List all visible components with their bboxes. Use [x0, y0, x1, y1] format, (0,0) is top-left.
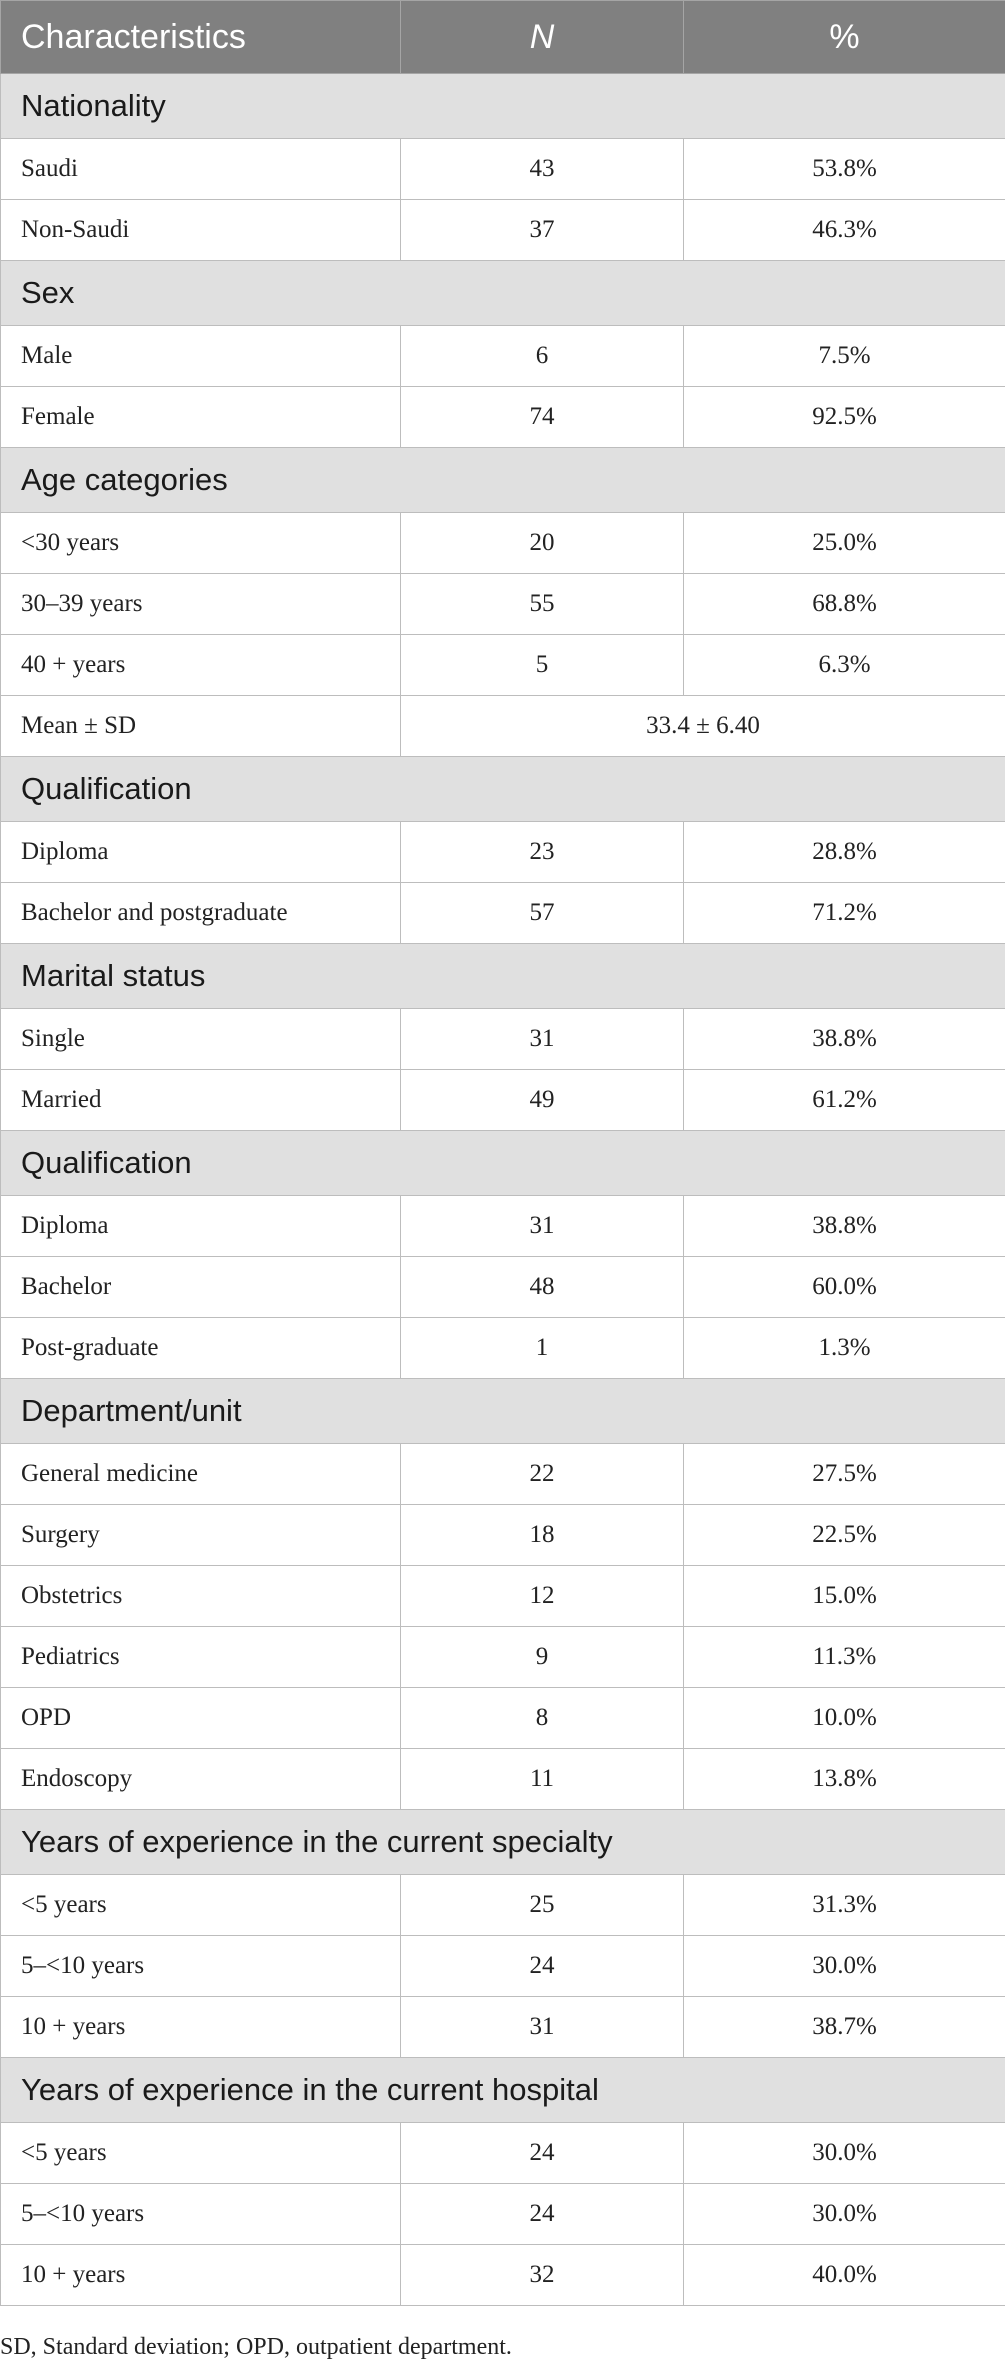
row-count: 49 [401, 1070, 684, 1131]
table-row [1, 1444, 1005, 1505]
group-title: Nationality [1, 74, 1005, 139]
row-percent: 31.3% [684, 1875, 1005, 1936]
table-row [1, 326, 1005, 387]
row-label: <30 years [1, 513, 401, 574]
row-count: 55 [401, 574, 684, 635]
table-row [1, 1749, 1005, 1810]
row-merged-value: 33.4 ± 6.40 [401, 696, 1005, 757]
row-count: 5 [401, 635, 684, 696]
row-percent: 40.0% [684, 2245, 1005, 2306]
table-row [1, 822, 1005, 883]
row-label: Saudi [1, 139, 401, 200]
row-label: Obstetrics [1, 1566, 401, 1627]
row-count: 48 [401, 1257, 684, 1318]
table-row [1, 2123, 1005, 2184]
row-percent: 1.3% [684, 1318, 1005, 1379]
group-header-row [1, 944, 1005, 1009]
group-header-row [1, 261, 1005, 326]
row-label: Surgery [1, 1505, 401, 1566]
row-label: 10 + years [1, 1997, 401, 2058]
row-percent: 30.0% [684, 2123, 1005, 2184]
row-count: 25 [401, 1875, 684, 1936]
row-label: Endoscopy [1, 1749, 401, 1810]
table-row [1, 1688, 1005, 1749]
table-row [1, 696, 1005, 757]
row-percent: 15.0% [684, 1566, 1005, 1627]
table-footnote: SD, Standard deviation; OPD, outpatient department. [0, 2334, 512, 2360]
row-label: 5–<10 years [1, 2184, 401, 2245]
row-label: Bachelor and postgraduate [1, 883, 401, 944]
row-count: 1 [401, 1318, 684, 1379]
header-percent: % [684, 1, 1005, 74]
table-row [1, 1257, 1005, 1318]
table-row [1, 1505, 1005, 1566]
row-percent: 38.7% [684, 1997, 1005, 2058]
table-row [1, 387, 1005, 448]
row-count: 22 [401, 1444, 684, 1505]
table-header [1, 1, 1005, 74]
row-count: 8 [401, 1688, 684, 1749]
group-title: Qualification [1, 757, 1005, 822]
row-count: 23 [401, 822, 684, 883]
row-count: 9 [401, 1627, 684, 1688]
row-percent: 53.8% [684, 139, 1005, 200]
row-label: Bachelor [1, 1257, 401, 1318]
row-count: 11 [401, 1749, 684, 1810]
group-title: Years of experience in the current specialty [1, 1810, 1005, 1875]
row-label: Diploma [1, 1196, 401, 1257]
group-header-row [1, 74, 1005, 139]
row-percent: 38.8% [684, 1196, 1005, 1257]
row-percent: 68.8% [684, 574, 1005, 635]
row-count: 31 [401, 1997, 684, 2058]
row-label: <5 years [1, 1875, 401, 1936]
table-row [1, 1875, 1005, 1936]
header-n: N [401, 1, 684, 74]
row-count: 74 [401, 387, 684, 448]
row-count: 24 [401, 2184, 684, 2245]
header-characteristics: Characteristics [1, 1, 401, 74]
group-title: Sex [1, 261, 1005, 326]
row-percent: 6.3% [684, 635, 1005, 696]
table-row [1, 513, 1005, 574]
row-percent: 7.5% [684, 326, 1005, 387]
table-row [1, 1318, 1005, 1379]
table-row [1, 883, 1005, 944]
row-percent: 27.5% [684, 1444, 1005, 1505]
row-label: Non-Saudi [1, 200, 401, 261]
row-percent: 10.0% [684, 1688, 1005, 1749]
table-row [1, 1009, 1005, 1070]
table-body [1, 74, 1005, 2306]
row-label: Single [1, 1009, 401, 1070]
table-row [1, 2245, 1005, 2306]
row-percent: 30.0% [684, 2184, 1005, 2245]
group-title: Marital status [1, 944, 1005, 1009]
row-count: 12 [401, 1566, 684, 1627]
row-percent: 28.8% [684, 822, 1005, 883]
header-row [1, 1, 1005, 74]
table-row [1, 1196, 1005, 1257]
group-header-row [1, 1810, 1005, 1875]
row-count: 24 [401, 2123, 684, 2184]
table-row [1, 200, 1005, 261]
table-row [1, 139, 1005, 200]
row-percent: 11.3% [684, 1627, 1005, 1688]
row-label: 10 + years [1, 2245, 401, 2306]
row-percent: 30.0% [684, 1936, 1005, 1997]
table-row [1, 1936, 1005, 1997]
row-label: Mean ± SD [1, 696, 401, 757]
row-count: 32 [401, 2245, 684, 2306]
row-label: <5 years [1, 2123, 401, 2184]
row-label: Pediatrics [1, 1627, 401, 1688]
row-label: 5–<10 years [1, 1936, 401, 1997]
row-count: 31 [401, 1009, 684, 1070]
row-percent: 46.3% [684, 200, 1005, 261]
row-count: 57 [401, 883, 684, 944]
table-row [1, 1627, 1005, 1688]
group-title: Age categories [1, 448, 1005, 513]
row-label: Married [1, 1070, 401, 1131]
group-header-row [1, 1131, 1005, 1196]
row-percent: 22.5% [684, 1505, 1005, 1566]
row-percent: 60.0% [684, 1257, 1005, 1318]
table-row [1, 1070, 1005, 1131]
table-row [1, 2184, 1005, 2245]
row-count: 18 [401, 1505, 684, 1566]
row-count: 6 [401, 326, 684, 387]
row-label: General medicine [1, 1444, 401, 1505]
row-label: Female [1, 387, 401, 448]
table-row [1, 635, 1005, 696]
row-label: OPD [1, 1688, 401, 1749]
group-title: Qualification [1, 1131, 1005, 1196]
group-title: Years of experience in the current hospital [1, 2058, 1005, 2123]
row-percent: 61.2% [684, 1070, 1005, 1131]
row-percent: 38.8% [684, 1009, 1005, 1070]
group-header-row [1, 1379, 1005, 1444]
row-label: 40 + years [1, 635, 401, 696]
row-label: 30–39 years [1, 574, 401, 635]
table-row [1, 1566, 1005, 1627]
row-label: Post-graduate [1, 1318, 401, 1379]
group-header-row [1, 448, 1005, 513]
row-count: 20 [401, 513, 684, 574]
group-header-row [1, 2058, 1005, 2123]
row-percent: 25.0% [684, 513, 1005, 574]
row-label: Male [1, 326, 401, 387]
row-count: 37 [401, 200, 684, 261]
table-row [1, 574, 1005, 635]
row-percent: 71.2% [684, 883, 1005, 944]
row-percent: 92.5% [684, 387, 1005, 448]
row-count: 31 [401, 1196, 684, 1257]
row-count: 24 [401, 1936, 684, 1997]
row-percent: 13.8% [684, 1749, 1005, 1810]
row-count: 43 [401, 139, 684, 200]
table-row [1, 1997, 1005, 2058]
group-header-row [1, 757, 1005, 822]
row-label: Diploma [1, 822, 401, 883]
group-title: Department/unit [1, 1379, 1005, 1444]
